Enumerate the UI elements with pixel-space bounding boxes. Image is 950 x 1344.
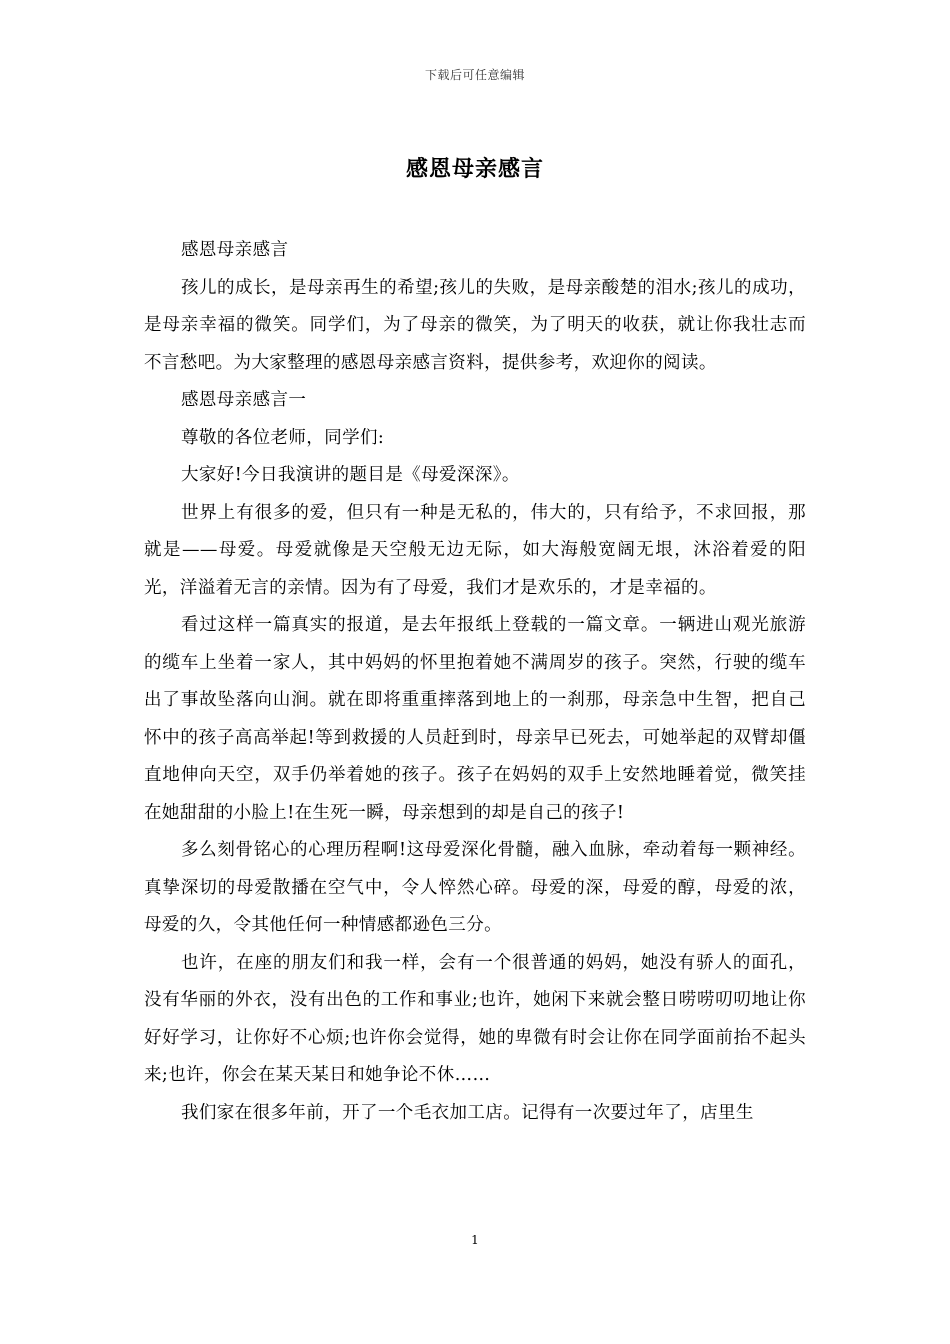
- paragraph-body: 我们家在很多年前，开了一个毛衣加工店。记得有一次要过年了，店里生: [181, 1102, 754, 1123]
- paragraph-greeting: 大家好!今日我演讲的题目是《母爱深深》。: [181, 465, 520, 485]
- paragraph-intro: 孩儿的成长，是母亲再生的希望;孩儿的失败，是母亲酸楚的泪水;孩儿的成功，是母亲幸福的微笑。同学们，为了母亲的微笑，为了明天的收获，就让你我壮志而不言愁吧。为大家整理的感恩母亲感言资料，提供参考，欢迎你的阅读。: [144, 277, 806, 373]
- paragraph-body: 也许，在座的朋友们和我一样，会有一个很普通的妈妈，她没有骄人的面孔，没有华丽的外衣，没有出色的工作和事业;也许，她闲下来就会整日唠唠叨叨地让你好好学习，让你好不心烦;也许你会觉得，她的卑微有时会让你在同学面前抬不起头来;也许，你会在某天某日和她争论不休……: [144, 952, 806, 1085]
- paragraph-salutation: 尊敬的各位老师，同学们:: [181, 427, 385, 448]
- document-title: 感恩母亲感言: [405, 156, 544, 182]
- paragraph-subtitle: 感恩母亲感言: [181, 240, 289, 260]
- paragraph-body: 世界上有很多的爱，但只有一种是无私的，伟大的，只有给予，不求回报，那就是——母爱。母爱就像是天空般无边无际，如大海般宽阔无垠，沐浴着爱的阳光，洋溢着无言的亲情。因为有了母爱，我们才是欢乐的，才是幸福的。: [144, 502, 806, 598]
- page-number: 1: [471, 1233, 479, 1247]
- document-body: [144, 232, 806, 1132]
- header-note: 下载后可任意编辑: [424, 68, 525, 82]
- paragraph-section-heading: 感恩母亲感言一: [181, 390, 307, 410]
- paragraph-body: 多么刻骨铭心的心理历程啊!这母爱深化骨髓，融入血脉，牵动着每一颗神经。真挚深切的母爱散播在空气中，令人悴然心碎。母爱的深，母爱的醇，母爱的浓，母爱的久，令其他任何一种情感都逊色三分。: [144, 840, 806, 935]
- paragraph-body: 看过这样一篇真实的报道，是去年报纸上登载的一篇文章。一辆进山观光旅游的缆车上坐着一家人，其中妈妈的怀里抱着她不满周岁的孩子。突然，行驶的缆车出了事故坠落向山涧。就在即将重重摔落到地上的一刹那，母亲急中生智，把自己怀中的孩子高高举起!等到救援的人员赶到时，母亲早已死去，可她举起的双臂却僵直地伸向天空，双手仍举着她的孩子。孩子在妈妈的双手上安然地睡着觉，微笑挂在她甜甜的小脸上!在生死一瞬，母亲想到的却是自己的孩子!: [144, 615, 806, 823]
